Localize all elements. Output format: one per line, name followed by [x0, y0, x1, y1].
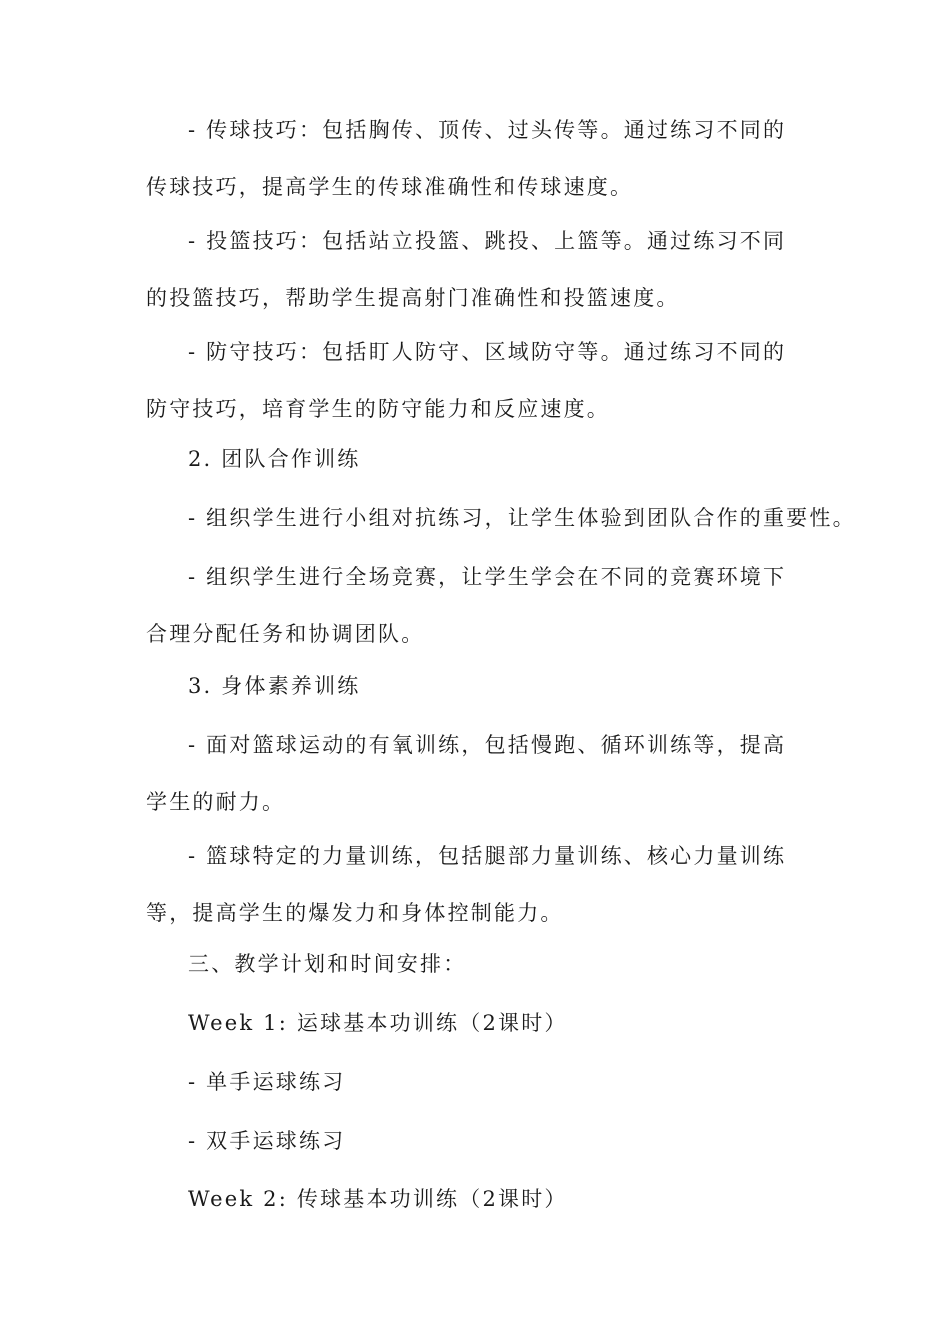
heading-teaching-plan: 三、教学计划和时间安排：	[188, 952, 467, 976]
paragraph-defense-skills: - 防守技巧：包括盯人防守、区域防守等。通过练习不同的防守技巧，培育学生的防守能力和反应速度。	[146, 340, 787, 421]
paragraph-strength-training: - 篮球特定的力量训练，包括腿部力量训练、核心力量训练等，提高学生的爆发力和身体控制能力。	[146, 844, 787, 925]
paragraph-passing-skills: - 传球技巧：包括胸传、顶传、过头传等。通过练习不同的传球技巧，提高学生的传球准确性和传球速度。	[146, 118, 787, 199]
heading-team-training: 2. 团队合作训练	[188, 447, 361, 471]
week-2-title: Week 2: 传球基本功训练（2课时）	[188, 1187, 568, 1211]
week-1-item-one-hand: - 单手运球练习	[188, 1070, 346, 1094]
week-1-item-two-hand: - 双手运球练习	[188, 1129, 346, 1153]
paragraph-team-small-group: - 组织学生进行小组对抗练习，让学生体验到团队合作的重要性。	[188, 506, 856, 530]
heading-physical-training: 3. 身体素养训练	[188, 674, 361, 698]
paragraph-team-full-court: - 组织学生进行全场竞赛，让学生学会在不同的竞赛环境下合理分配任务和协调团队。	[146, 565, 787, 646]
week-1-title: Week 1: 运球基本功训练（2课时）	[188, 1011, 568, 1035]
paragraph-aerobic-training: - 面对篮球运动的有氧训练，包括慢跑、循环训练等，提高学生的耐力。	[146, 733, 787, 814]
paragraph-shooting-skills: - 投篮技巧：包括站立投篮、跳投、上篮等。通过练习不同的投篮技巧，帮助学生提高射门准确性和投篮速度。	[146, 229, 787, 310]
